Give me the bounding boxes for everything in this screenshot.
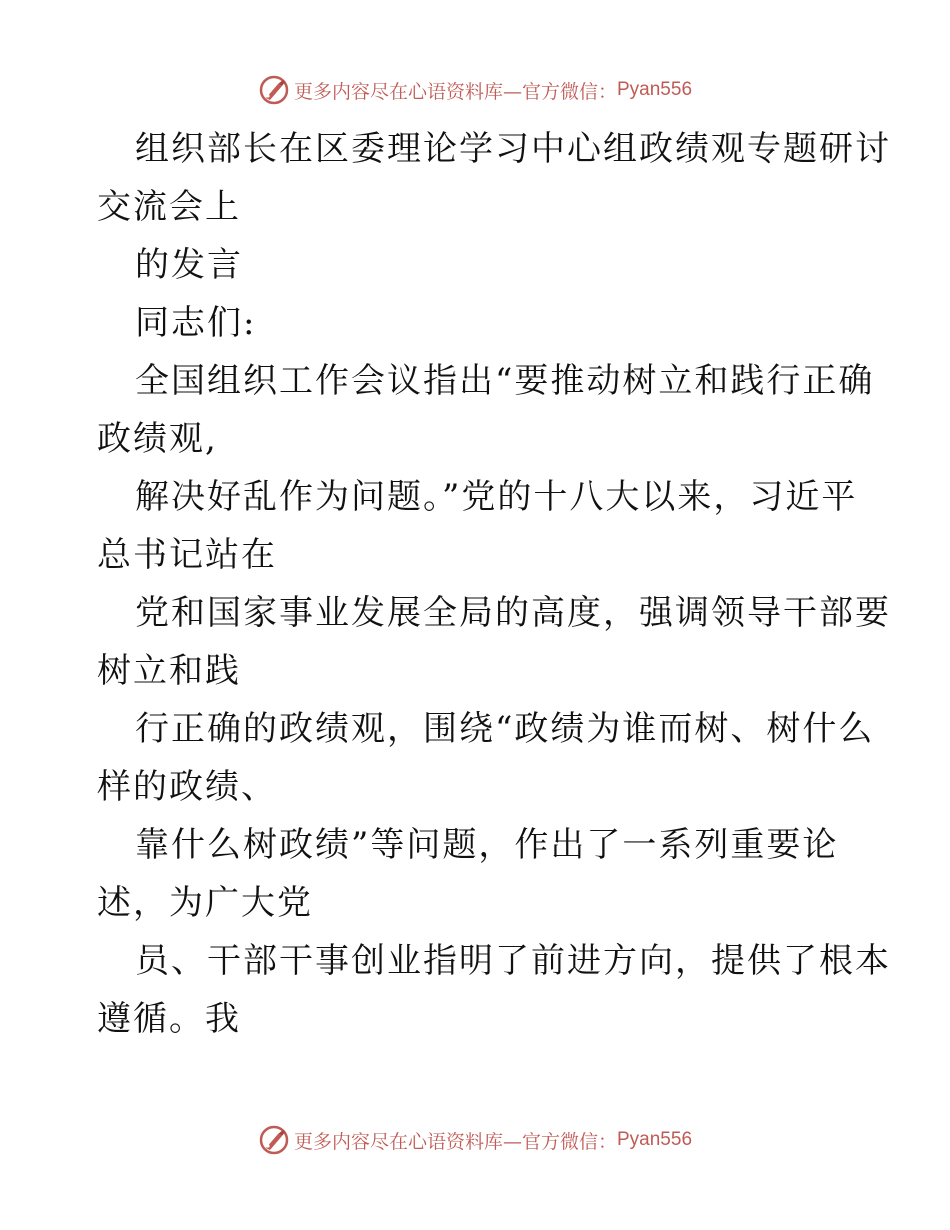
paragraph-line: 树立和践 (97, 651, 241, 691)
banner-text: 更多内容尽在心语资料库—官方微信： (293, 80, 617, 103)
paragraph-line: 政绩观, (97, 419, 218, 459)
banner-handle: Pyan556 (617, 1129, 693, 1150)
pen-nib-logo-icon (258, 1124, 290, 1156)
footer-banner (0, 1120, 950, 1160)
banner-handle: Pyan556 (617, 79, 693, 100)
document-body (97, 120, 891, 1048)
paragraph-line: 解决好乱作为问题。”党的十八大以来，习近平 (135, 477, 858, 517)
banner-text: 更多内容尽在心语资料库—官方微信： (293, 1130, 617, 1153)
header-banner (0, 70, 950, 110)
paragraph-line: 述，为广大党 (97, 883, 313, 923)
paragraph-line: 行正确的政绩观，围绕“政绩为谁而树、树什么 (135, 709, 875, 749)
paragraph-line: 员、干部干事创业指明了前进方向，提供了根本 (135, 941, 891, 981)
title-line-2: 交流会上 (97, 187, 241, 227)
paragraph-line: 遵循。我 (97, 999, 241, 1039)
paragraph-line: 靠什么树政绩”等问题，作出了一系列重要论 (135, 825, 839, 865)
paragraph-line: 全国组织工作会议指出“要推动树立和践行正确 (135, 361, 875, 401)
title-line-3: 的发言 (135, 245, 243, 285)
title-line-1: 组织部长在区委理论学习中心组政绩观专题研讨 (135, 129, 891, 169)
paragraph-line: 样的政绩、 (97, 767, 277, 807)
salutation: 同志们: (135, 303, 257, 343)
paragraph-line: 党和国家事业发展全局的高度，强调领导干部要 (135, 593, 891, 633)
pen-nib-logo-icon (258, 74, 290, 106)
paragraph-line: 总书记站在 (97, 535, 277, 575)
